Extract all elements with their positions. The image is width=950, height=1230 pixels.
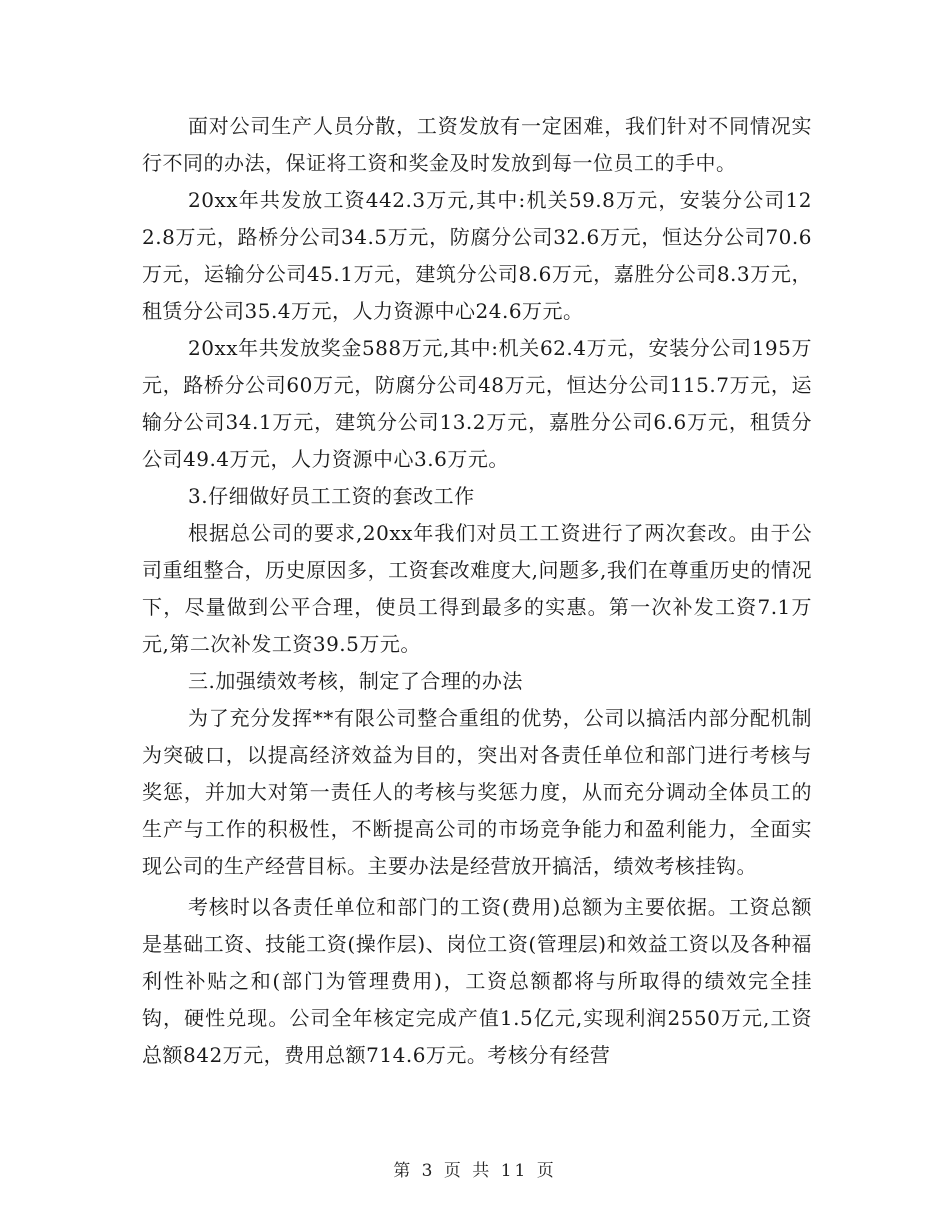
page-footer: 第 3 页 共 11 页 — [393, 1161, 557, 1181]
section-heading-performance-assessment: 三.加强绩效考核，制定了合理的办法 — [188, 669, 523, 693]
paragraph-assessment-basis: 考核时以各责任单位和部门的工资(费用)总额为主要依据。工资总额是基础工资、技能工资(操作层)、岗位工资(管理层)和效益工资以及各种福利性补贴之和(部门为管理费用)，工资总额都将与所取得的绩效完全挂钩，硬性兑现。公司全年核定完成产值1.5亿元,实现利润2550万元,工资总额842万元，费用总额714.6万元。考核分有经营 — [142, 895, 812, 1067]
section-heading-salary-reform: 3.仔细做好员工工资的套改工作 — [188, 484, 475, 508]
document-body — [142, 108, 812, 1074]
paragraph-salary-totals: 20xx年共发放工资442.3万元,其中:机关59.8万元，安装分公司122.8万元，路桥分公司34.5万元，防腐分公司32.6万元，恒达分公司70.6万元，运输分公司45.1万元，建筑分公司8.6万元，嘉胜分公司8.3万元，租赁分公司35.4万元，人力资源中心24.6万元。 — [142, 188, 812, 323]
paragraph-bonus-totals: 20xx年共发放奖金588万元,其中:机关62.4万元，安装分公司195万元，路桥分公司60万元，防腐分公司48万元，恒达分公司115.7万元，运输分公司34.1万元，建筑分公司13.2万元，嘉胜分公司6.6万元，租赁分公司49.4万元，人力资源中心3.6万元。 — [142, 336, 812, 471]
paragraph-salary-distribution-intro: 面对公司生产人员分散，工资发放有一定困难，我们针对不同情况实行不同的办法，保证将工资和奖金及时发放到每一位员工的手中。 — [142, 114, 812, 175]
paragraph-salary-reform: 根据总公司的要求,20xx年我们对员工工资进行了两次套改。由于公司重组整合，历史原因多，工资套改难度大,问题多,我们在尊重历史的情况下，尽量做到公平合理，使员工得到最多的实惠。第一次补发工资7.1万元,第二次补发工资39.5万元。 — [142, 521, 812, 656]
paragraph-performance-goals: 为了充分发挥**有限公司整合重组的优势，公司以搞活内部分配机制为突破口，以提高经济效益为目的，突出对各责任单位和部门进行考核与奖惩，并加大对第一责任人的考核与奖惩力度，从而充分调动全体员工的生产与工作的积极性，不断提高公司的市场竞争能力和盈利能力，全面实现公司的生产经营目标。主要办法是经营放开搞活，绩效考核挂钩。 — [142, 706, 812, 878]
